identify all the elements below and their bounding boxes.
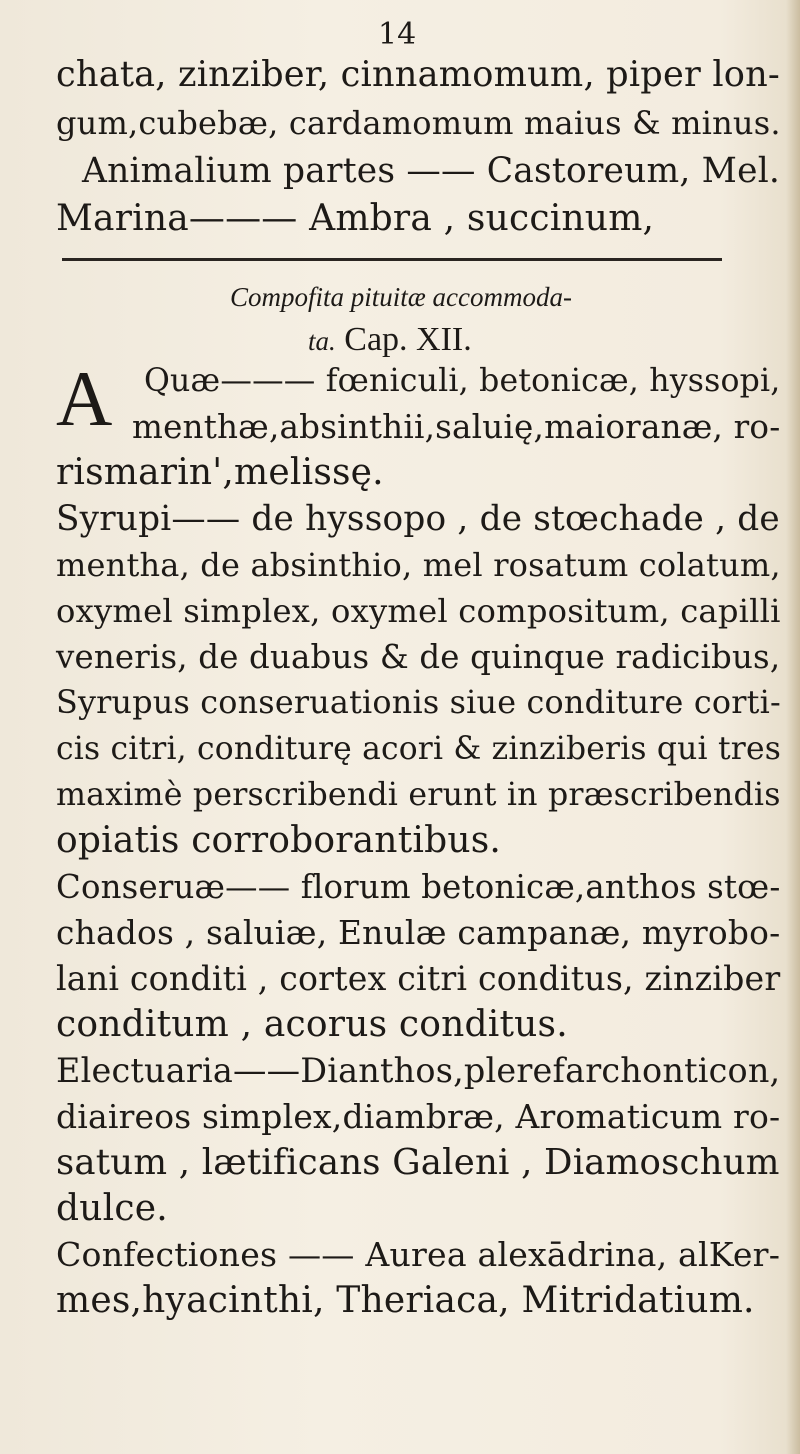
text-line: mes,hyacinthi, Theriaca, Mitridatium. <box>56 1280 755 1321</box>
text-line: menthæ,absinthii,saluię,maioranæ, ro- <box>132 408 781 446</box>
text-line: oxymel simplex, oxymel compositum, capilli <box>56 592 781 630</box>
page-edge-shadow <box>786 0 800 1454</box>
chapter-number <box>308 320 472 361</box>
text-line: Quæ——— fœniculi, betonicæ, hyssopi, <box>144 363 781 399</box>
text-line: chados , saluiæ, Enulæ campanæ, myrobo- <box>56 913 781 952</box>
text-line: Conseruæ—— florum betonicæ,anthos stœ- <box>56 868 781 906</box>
text-line: chata, zinziber, cinnamomum, piper lon- <box>56 54 780 95</box>
text-line: veneris, de duabus & de quinque radicibus, <box>56 638 781 676</box>
drop-capital: A <box>56 355 113 442</box>
chapter-label: Cap. XII. <box>344 321 472 358</box>
text-line: Marina——— Ambra , succinum, <box>56 198 655 239</box>
text-line: Syrupus conseruationis siue conditure corti- <box>56 684 781 721</box>
chapter-title: Compofita pituitæ accommoda- <box>230 282 572 312</box>
text-line: Confectiones —— Aurea alexādrina, alKer- <box>56 1235 781 1274</box>
text-line: diaireos simplex,diambræ, Aromaticum ro- <box>56 1097 781 1136</box>
text-line: maximè perscribendi erunt in præscribendis <box>56 777 781 813</box>
text-line: cis citri, conditurę acori & zinziberis qui tres <box>56 731 782 767</box>
text-line: Electuaria——Dianthos,plerefarchonticon, <box>56 1051 781 1090</box>
text-line: Syrupi—— de hyssopo , de stœchade , de <box>56 499 780 539</box>
text-line: rismarin',melissę. <box>56 452 384 493</box>
section-divider <box>62 258 722 261</box>
chapter-title-end: ta. <box>308 326 336 356</box>
text-line: lani conditi , cortex citri conditus, zinziber <box>56 959 781 998</box>
text-line: dulce. <box>56 1188 168 1229</box>
page-number: 14 <box>378 17 417 52</box>
text-line: mentha, de absinthio, mel rosatum colatum, <box>56 546 781 584</box>
text-line: Animalium partes —— Castoreum, Mel. <box>82 151 781 191</box>
text-line: opiatis corroborantibus. <box>56 820 502 861</box>
text-line: gum,cubebæ, cardamomum maius & minus. <box>56 104 781 142</box>
text-line: satum , lætificans Galeni , Diamoschum <box>56 1142 780 1183</box>
text-line: conditum , acorus conditus. <box>56 1004 568 1045</box>
